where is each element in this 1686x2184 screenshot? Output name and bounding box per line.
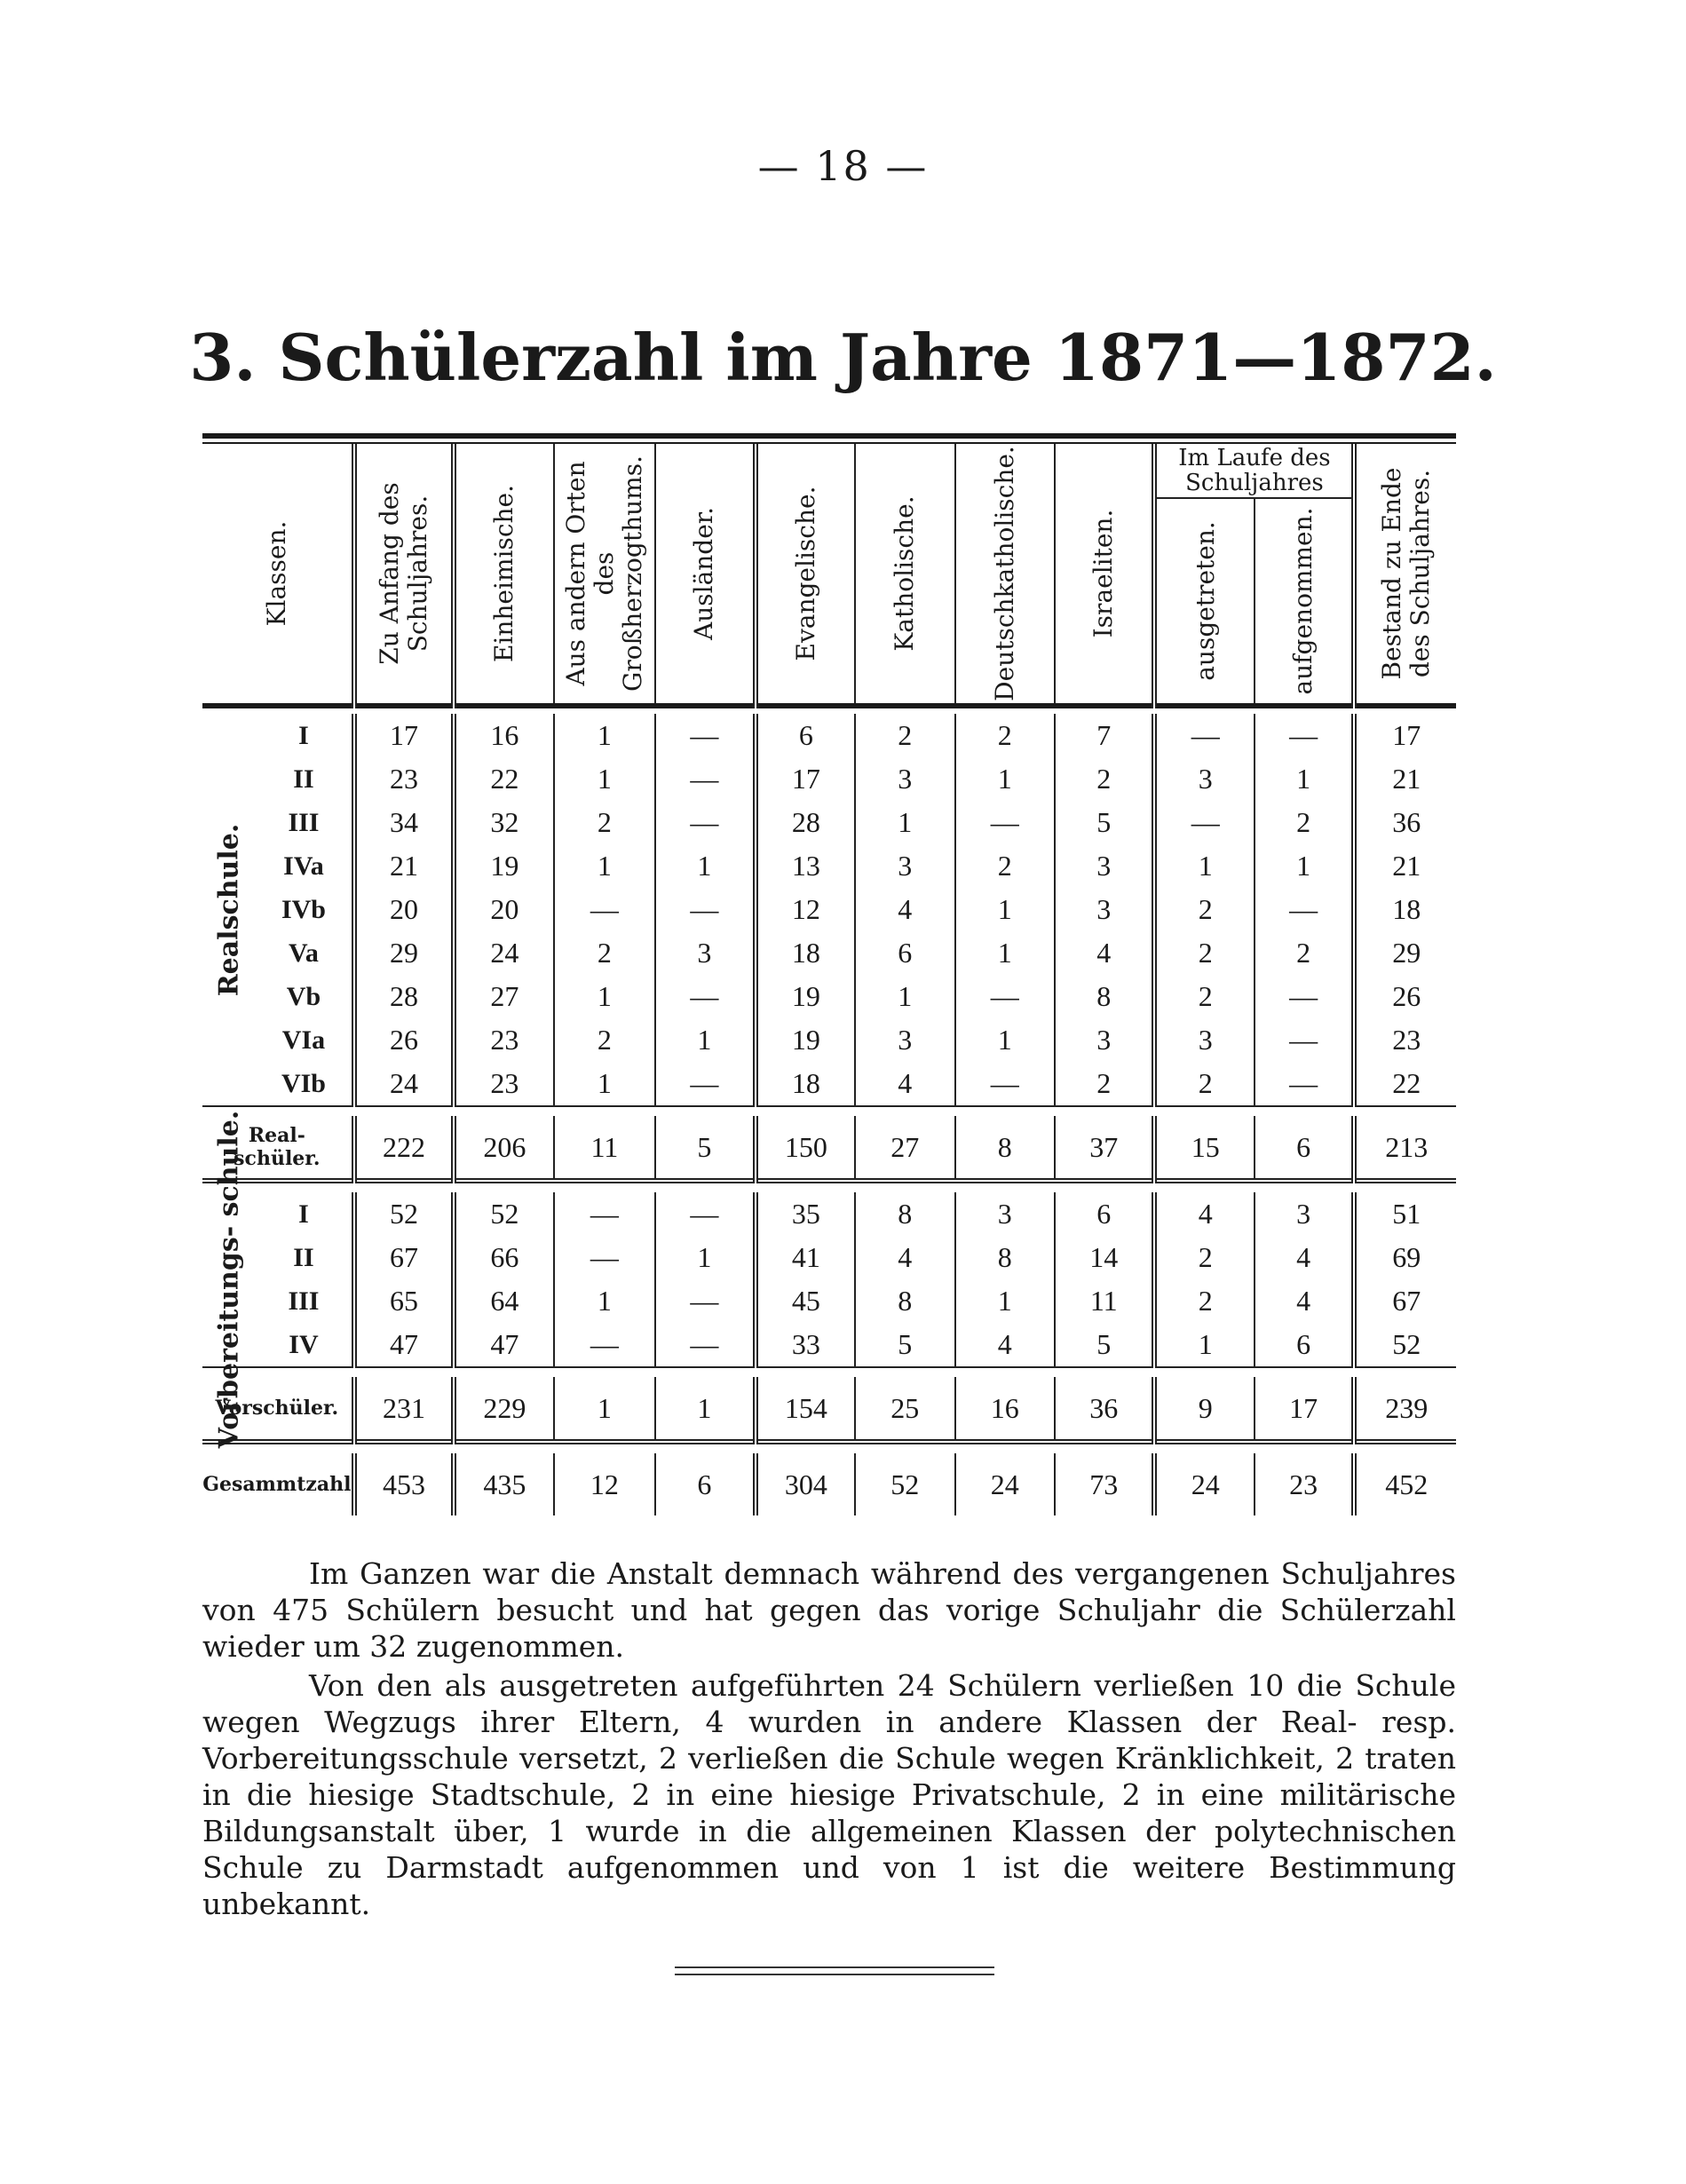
cell: 19 bbox=[454, 844, 553, 888]
table-row bbox=[202, 1018, 1456, 1062]
cell: 23 bbox=[1255, 1453, 1354, 1515]
class-label: VIa bbox=[281, 1025, 326, 1055]
table-row bbox=[202, 844, 1456, 888]
cell: 23 bbox=[354, 757, 454, 801]
paragraph-ausgetreten: Von den als ausgetreten aufgeführten 24 Schülern verließen 10 die Schule wegen Wegzugs ihrer Eltern, 4 wurden in andere Klassen der Real- resp. Vorbereitungsschule versetzt, 2 verließen die Schule wegen Kränklichkeit, 2 traten in die hiesige Stadtschule, 2 in eine hiesige Privatschule, 2 in eine militärische Bildungsanstalt über, 1 wurde in die allgemeinen Klassen der polytechnischen Schule zu Darmstadt aufgenommen und von 1 ist die weitere Bestimmung unbekannt. bbox=[202, 1668, 1456, 1921]
cell: — bbox=[1255, 1062, 1354, 1106]
cell: 26 bbox=[354, 1018, 454, 1062]
class-label: IVb bbox=[281, 894, 326, 924]
cell: 6 bbox=[1255, 1323, 1354, 1367]
cell: 2 bbox=[554, 1018, 655, 1062]
cell: 6 bbox=[855, 931, 954, 975]
cell: 29 bbox=[354, 931, 454, 975]
sum-label: Vorschüler. bbox=[215, 1397, 339, 1420]
cell: 22 bbox=[1354, 1062, 1456, 1106]
cell: 2 bbox=[955, 844, 1055, 888]
cell: 6 bbox=[655, 1453, 755, 1515]
cell: 452 bbox=[1354, 1453, 1456, 1515]
cell: — bbox=[554, 888, 655, 931]
cell: — bbox=[655, 1192, 755, 1236]
cell: 12 bbox=[554, 1453, 655, 1515]
cell: 9 bbox=[1154, 1377, 1254, 1442]
cell: 27 bbox=[454, 975, 553, 1018]
sum-row bbox=[202, 1116, 1456, 1181]
cell: 2 bbox=[1055, 1062, 1154, 1106]
cell: 28 bbox=[756, 801, 855, 844]
cell: 21 bbox=[354, 844, 454, 888]
cell: 1 bbox=[1255, 757, 1354, 801]
header-laufe-group: Im Laufe des Schuljahres bbox=[1154, 444, 1354, 498]
cell: 8 bbox=[955, 1236, 1055, 1279]
cell: 3 bbox=[655, 931, 755, 975]
cell: 154 bbox=[756, 1377, 855, 1442]
table-row bbox=[202, 975, 1456, 1018]
cell: 8 bbox=[955, 1116, 1055, 1181]
cell: — bbox=[655, 888, 755, 931]
cell: 2 bbox=[855, 714, 954, 757]
cell: 51 bbox=[1354, 1192, 1456, 1236]
sum-row bbox=[202, 1377, 1456, 1442]
table-row bbox=[202, 1323, 1456, 1367]
header-aufgenommen: aufgenommen. bbox=[1255, 498, 1354, 706]
cell: 3 bbox=[1154, 757, 1254, 801]
cell: 5 bbox=[1055, 801, 1154, 844]
header-ausgetreten: ausgetreten. bbox=[1154, 498, 1254, 706]
cell: 2 bbox=[1055, 757, 1154, 801]
cell: 23 bbox=[1354, 1018, 1456, 1062]
cell: 23 bbox=[454, 1062, 553, 1106]
cell: — bbox=[655, 714, 755, 757]
cell: 19 bbox=[756, 975, 855, 1018]
header-klassen: Klassen. bbox=[261, 520, 291, 627]
cell: 18 bbox=[756, 931, 855, 975]
cell: 13 bbox=[756, 844, 855, 888]
cell: 3 bbox=[1055, 888, 1154, 931]
cell: 37 bbox=[1055, 1116, 1154, 1181]
cell: 18 bbox=[756, 1062, 855, 1106]
class-label: Vb bbox=[286, 981, 321, 1011]
cell: 11 bbox=[554, 1116, 655, 1181]
cell: 24 bbox=[454, 931, 553, 975]
page-number: — 18 — bbox=[757, 142, 929, 190]
table-row bbox=[202, 714, 1456, 757]
cell: 1 bbox=[554, 757, 655, 801]
table-row bbox=[202, 888, 1456, 931]
cell: 26 bbox=[1354, 975, 1456, 1018]
cell: 453 bbox=[354, 1453, 454, 1515]
cell: 435 bbox=[454, 1453, 553, 1515]
cell: 231 bbox=[354, 1377, 454, 1442]
cell: 4 bbox=[1055, 931, 1154, 975]
cell: 15 bbox=[1154, 1116, 1254, 1181]
cell: 2 bbox=[1154, 975, 1254, 1018]
cell: 1 bbox=[855, 801, 954, 844]
cell: 20 bbox=[354, 888, 454, 931]
cell: 1 bbox=[955, 757, 1055, 801]
cell: 1 bbox=[554, 1279, 655, 1323]
cell: 304 bbox=[756, 1453, 855, 1515]
cell: 1 bbox=[855, 975, 954, 1018]
cell: 1 bbox=[1255, 844, 1354, 888]
cell: 24 bbox=[354, 1062, 454, 1106]
cell: — bbox=[1255, 714, 1354, 757]
cell: 4 bbox=[855, 1236, 954, 1279]
total-label: Gesammtzahl bbox=[202, 1473, 352, 1496]
cell: — bbox=[655, 1279, 755, 1323]
class-label: II bbox=[293, 1242, 314, 1272]
cell: 14 bbox=[1055, 1236, 1154, 1279]
cell: 1 bbox=[554, 975, 655, 1018]
cell: 4 bbox=[855, 888, 954, 931]
table-top-rule bbox=[202, 433, 1456, 444]
cell: 20 bbox=[454, 888, 553, 931]
cell: 18 bbox=[1354, 888, 1456, 931]
header-bestand: Bestand zu Ende des Schuljahres. bbox=[1354, 444, 1456, 706]
cell: 3 bbox=[955, 1192, 1055, 1236]
class-label: I bbox=[298, 1199, 309, 1229]
class-label: IVa bbox=[283, 851, 324, 881]
header-katholische: Katholische. bbox=[855, 444, 954, 706]
cell: 23 bbox=[454, 1018, 553, 1062]
cell: 2 bbox=[554, 931, 655, 975]
cell: 45 bbox=[756, 1279, 855, 1323]
cell: 150 bbox=[756, 1116, 855, 1181]
cell: 3 bbox=[855, 757, 954, 801]
cell: 64 bbox=[454, 1279, 553, 1323]
cell: — bbox=[655, 757, 755, 801]
header-einheimische: Einheimische. bbox=[454, 444, 553, 706]
cell: 3 bbox=[855, 844, 954, 888]
header-evangelische: Evangelische. bbox=[756, 444, 855, 706]
cell: 17 bbox=[1354, 714, 1456, 757]
cell: — bbox=[554, 1236, 655, 1279]
cell: 47 bbox=[454, 1323, 553, 1367]
cell: 222 bbox=[354, 1116, 454, 1181]
table-row bbox=[202, 931, 1456, 975]
sum-label: Real- schüler. bbox=[234, 1124, 321, 1170]
cell: — bbox=[1154, 714, 1254, 757]
cell: 29 bbox=[1354, 931, 1456, 975]
cell: — bbox=[655, 801, 755, 844]
cell: — bbox=[554, 1323, 655, 1367]
header-deutschkatholische: Deutschkatholische. bbox=[955, 444, 1055, 706]
cell: 1 bbox=[1154, 844, 1254, 888]
header-andere-orte: Aus andern Orten des Großherzogthums. bbox=[554, 444, 655, 706]
cell: 3 bbox=[1055, 1018, 1154, 1062]
cell: 52 bbox=[1354, 1323, 1456, 1367]
cell: 17 bbox=[1255, 1377, 1354, 1442]
cell: 73 bbox=[1055, 1453, 1154, 1515]
cell: 17 bbox=[354, 714, 454, 757]
cell: 3 bbox=[1154, 1018, 1254, 1062]
cell: 239 bbox=[1354, 1377, 1456, 1442]
cell: — bbox=[554, 1192, 655, 1236]
page-title: 3. Schülerzahl im Jahre 1871—1872. bbox=[189, 320, 1497, 395]
cell: 229 bbox=[454, 1377, 553, 1442]
cell: 52 bbox=[354, 1192, 454, 1236]
cell: 4 bbox=[955, 1323, 1055, 1367]
cell: 1 bbox=[655, 844, 755, 888]
group-label: Realschule. bbox=[213, 823, 245, 996]
cell: 1 bbox=[955, 888, 1055, 931]
cell: 69 bbox=[1354, 1236, 1456, 1279]
cell: 2 bbox=[1255, 931, 1354, 975]
cell: — bbox=[1154, 801, 1254, 844]
table-row bbox=[202, 1192, 1456, 1236]
cell: 7 bbox=[1055, 714, 1154, 757]
cell: 8 bbox=[1055, 975, 1154, 1018]
cell: — bbox=[655, 1323, 755, 1367]
cell: 36 bbox=[1055, 1377, 1154, 1442]
cell: 21 bbox=[1354, 844, 1456, 888]
cell: 19 bbox=[756, 1018, 855, 1062]
cell: 4 bbox=[1255, 1236, 1354, 1279]
cell: — bbox=[655, 1062, 755, 1106]
cell: 1 bbox=[554, 844, 655, 888]
cell: 2 bbox=[1255, 801, 1354, 844]
table-row bbox=[202, 1279, 1456, 1323]
cell: 22 bbox=[454, 757, 553, 801]
class-label: VIb bbox=[281, 1068, 326, 1098]
cell: 1 bbox=[655, 1018, 755, 1062]
group-label: Vorbereitungs- schule. bbox=[213, 1110, 245, 1449]
cell: 25 bbox=[855, 1377, 954, 1442]
end-rule bbox=[675, 1966, 994, 1975]
cell: — bbox=[955, 975, 1055, 1018]
cell: — bbox=[1255, 888, 1354, 931]
cell: 1 bbox=[1154, 1323, 1254, 1367]
cell: 52 bbox=[454, 1192, 553, 1236]
cell: 8 bbox=[855, 1192, 954, 1236]
cell: 2 bbox=[1154, 931, 1254, 975]
cell: 67 bbox=[1354, 1279, 1456, 1323]
cell: 4 bbox=[855, 1062, 954, 1106]
cell: 1 bbox=[554, 714, 655, 757]
cell: 65 bbox=[354, 1279, 454, 1323]
cell: 2 bbox=[554, 801, 655, 844]
cell: 4 bbox=[1154, 1192, 1254, 1236]
class-label: Va bbox=[289, 938, 319, 968]
cell: 6 bbox=[756, 714, 855, 757]
table-body bbox=[202, 706, 1456, 1515]
cell: 35 bbox=[756, 1192, 855, 1236]
paragraph-summary: Im Ganzen war die Anstalt demnach während des vergangenen Schuljahres von 475 Schülern besucht und hat gegen das vorige Schuljahr die Schülerzahl wieder um 32 zugenommen. bbox=[202, 1556, 1456, 1664]
header-auslaender: Ausländer. bbox=[655, 444, 755, 706]
cell: 2 bbox=[1154, 1062, 1254, 1106]
student-statistics-table bbox=[202, 444, 1456, 1515]
cell: 5 bbox=[855, 1323, 954, 1367]
cell: 1 bbox=[655, 1377, 755, 1442]
cell: 8 bbox=[855, 1279, 954, 1323]
cell: 34 bbox=[354, 801, 454, 844]
cell: 66 bbox=[454, 1236, 553, 1279]
table-row bbox=[202, 1062, 1456, 1106]
cell: 16 bbox=[955, 1377, 1055, 1442]
cell: 47 bbox=[354, 1323, 454, 1367]
cell: 2 bbox=[1154, 1236, 1254, 1279]
cell: 2 bbox=[1154, 888, 1254, 931]
class-label: III bbox=[288, 1286, 320, 1316]
cell: 6 bbox=[1255, 1116, 1354, 1181]
cell: 1 bbox=[955, 1018, 1055, 1062]
table-row bbox=[202, 801, 1456, 844]
cell: 36 bbox=[1354, 801, 1456, 844]
cell: 11 bbox=[1055, 1279, 1154, 1323]
cell: 27 bbox=[855, 1116, 954, 1181]
cell: 3 bbox=[1255, 1192, 1354, 1236]
cell: — bbox=[655, 975, 755, 1018]
cell: 33 bbox=[756, 1323, 855, 1367]
cell: 67 bbox=[354, 1236, 454, 1279]
table-row bbox=[202, 1236, 1456, 1279]
cell: 21 bbox=[1354, 757, 1456, 801]
cell: 32 bbox=[454, 801, 553, 844]
cell: 1 bbox=[554, 1062, 655, 1106]
class-label: IV bbox=[289, 1329, 319, 1359]
cell: 206 bbox=[454, 1116, 553, 1181]
cell: 213 bbox=[1354, 1116, 1456, 1181]
cell: — bbox=[955, 1062, 1055, 1106]
total-row bbox=[202, 1453, 1456, 1515]
header-anfang: Zu Anfang des Schuljahres. bbox=[354, 444, 454, 706]
cell: 4 bbox=[1255, 1279, 1354, 1323]
cell: 6 bbox=[1055, 1192, 1154, 1236]
cell: 24 bbox=[955, 1453, 1055, 1515]
cell: 17 bbox=[756, 757, 855, 801]
cell: 12 bbox=[756, 888, 855, 931]
cell: 3 bbox=[1055, 844, 1154, 888]
cell: — bbox=[1255, 1018, 1354, 1062]
cell: 2 bbox=[955, 714, 1055, 757]
class-label: III bbox=[288, 807, 320, 837]
cell: 1 bbox=[955, 1279, 1055, 1323]
cell: 16 bbox=[454, 714, 553, 757]
cell: 1 bbox=[554, 1377, 655, 1442]
class-label: I bbox=[298, 720, 309, 750]
cell: 41 bbox=[756, 1236, 855, 1279]
cell: 3 bbox=[855, 1018, 954, 1062]
cell: — bbox=[955, 801, 1055, 844]
table-row bbox=[202, 757, 1456, 801]
cell: 2 bbox=[1154, 1279, 1254, 1323]
cell: 28 bbox=[354, 975, 454, 1018]
cell: 5 bbox=[1055, 1323, 1154, 1367]
cell: 5 bbox=[655, 1116, 755, 1181]
cell: 52 bbox=[855, 1453, 954, 1515]
cell: 1 bbox=[955, 931, 1055, 975]
cell: 24 bbox=[1154, 1453, 1254, 1515]
cell: 1 bbox=[655, 1236, 755, 1279]
header-israeliten: Israeliten. bbox=[1055, 444, 1154, 706]
cell: — bbox=[1255, 975, 1354, 1018]
class-label: II bbox=[293, 764, 314, 794]
